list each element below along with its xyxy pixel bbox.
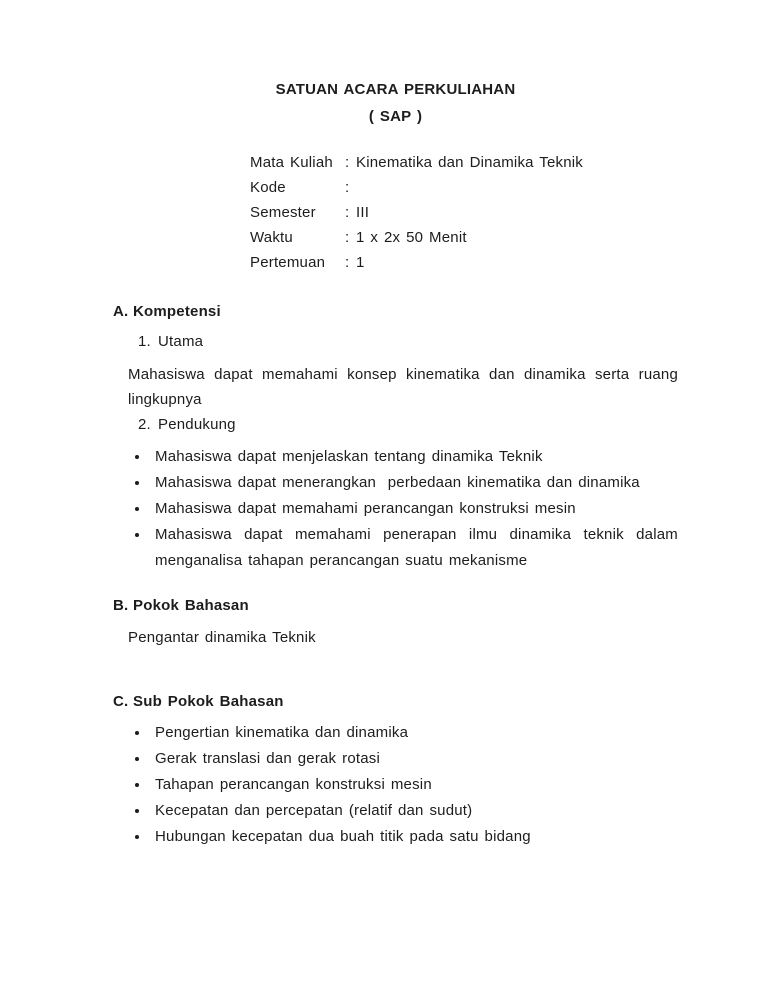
page-subtitle: ( SAP ) — [368, 108, 423, 125]
item-label: Utama — [158, 333, 204, 350]
bullet-text: Kecepatan dan percepatan (relatif dan sudut) — [155, 802, 473, 819]
section-heading-pokok-bahasan — [113, 598, 249, 614]
bullet-text: menganalisa tahapan perancangan suatu mekanisme — [155, 552, 528, 569]
course-info-row — [250, 200, 680, 225]
bullet-icon — [135, 533, 139, 537]
bullet-icon — [135, 731, 139, 735]
bullet-icon — [135, 783, 139, 787]
course-info-separator: : — [345, 254, 350, 271]
bullet-text: Mahasiswa dapat memahami penerapan ilmu dinamika teknik dalam — [155, 526, 678, 543]
paragraph-line: lingkupnya — [128, 391, 202, 408]
section-letter: A. — [113, 303, 129, 320]
course-info-row — [250, 175, 680, 200]
section-heading-text: Sub Pokok Bahasan — [133, 693, 284, 710]
course-info-separator: : — [345, 229, 350, 246]
course-info-label: Pertemuan — [250, 254, 326, 271]
utama-paragraph — [128, 362, 678, 412]
course-info-label: Mata Kuliah — [250, 154, 333, 171]
bullet-item — [113, 496, 678, 522]
bullet-item — [113, 772, 678, 798]
bullet-icon — [135, 835, 139, 839]
bullet-text: Mahasiswa dapat memahami perancangan konstruksi mesin — [155, 500, 576, 517]
bullet-icon — [135, 507, 139, 511]
bullet-item — [113, 824, 678, 850]
bullet-icon — [135, 757, 139, 761]
bullet-item — [113, 470, 678, 496]
section-letter: C. — [113, 693, 129, 710]
course-info-value: 1 — [356, 254, 365, 271]
bullet-item — [113, 720, 678, 746]
course-info-label: Waktu — [250, 229, 293, 246]
bullet-text: Mahasiswa dapat menerangkan perbedaan kinematika dan dinamika — [155, 474, 640, 491]
numbered-item-pendukung — [138, 417, 236, 433]
bullet-text: Tahapan perancangan konstruksi mesin — [155, 776, 432, 793]
course-info-label: Semester — [250, 204, 316, 221]
bullet-item — [113, 798, 678, 824]
section-heading-sub-pokok-bahasan — [113, 694, 284, 710]
page-title: SATUAN ACARA PERKULIAHAN — [275, 81, 516, 98]
section-heading-text: Kompetensi — [133, 303, 221, 320]
item-number: 1. — [138, 333, 151, 350]
bullet-text: Hubungan kecepatan dua buah titik pada satu bidang — [155, 828, 531, 845]
course-info-separator: : — [345, 154, 350, 171]
bullet-icon — [135, 455, 139, 459]
course-info-value: Kinematika dan Dinamika Teknik — [356, 154, 583, 171]
sub-pokok-bullet-list — [113, 720, 678, 850]
item-label: Pendukung — [158, 416, 236, 433]
paragraph-line: Mahasiswa dapat memahami konsep kinematika dan dinamika serta ruang — [128, 366, 678, 383]
pendukung-bullet-list — [113, 444, 678, 574]
bullet-text: Mahasiswa dapat menjelaskan tentang dinamika Teknik — [155, 448, 543, 465]
section-heading-text: Pokok Bahasan — [133, 597, 249, 614]
section-heading-kompetensi — [113, 304, 221, 320]
bullet-item — [113, 444, 678, 470]
bullet-icon — [135, 809, 139, 813]
course-info-label: Kode — [250, 179, 286, 196]
course-info-row — [250, 225, 680, 250]
bullet-text: Gerak translasi dan gerak rotasi — [155, 750, 380, 767]
item-number: 2. — [138, 416, 151, 433]
course-info-row — [250, 150, 680, 175]
document-header — [113, 76, 678, 130]
course-info-row — [250, 250, 680, 275]
section-letter: B. — [113, 597, 129, 614]
course-info-separator: : — [345, 204, 350, 221]
bullet-item — [113, 522, 678, 574]
bullet-item — [113, 746, 678, 772]
course-info-separator: : — [345, 179, 350, 196]
pokok-bahasan-body: Pengantar dinamika Teknik — [128, 629, 316, 646]
bullet-text: Pengertian kinematika dan dinamika — [155, 724, 409, 741]
course-info — [250, 150, 680, 275]
numbered-item-utama — [138, 334, 203, 350]
bullet-icon — [135, 481, 139, 485]
course-info-value: 1 x 2x 50 Menit — [356, 229, 467, 246]
course-info-value: III — [356, 204, 370, 221]
